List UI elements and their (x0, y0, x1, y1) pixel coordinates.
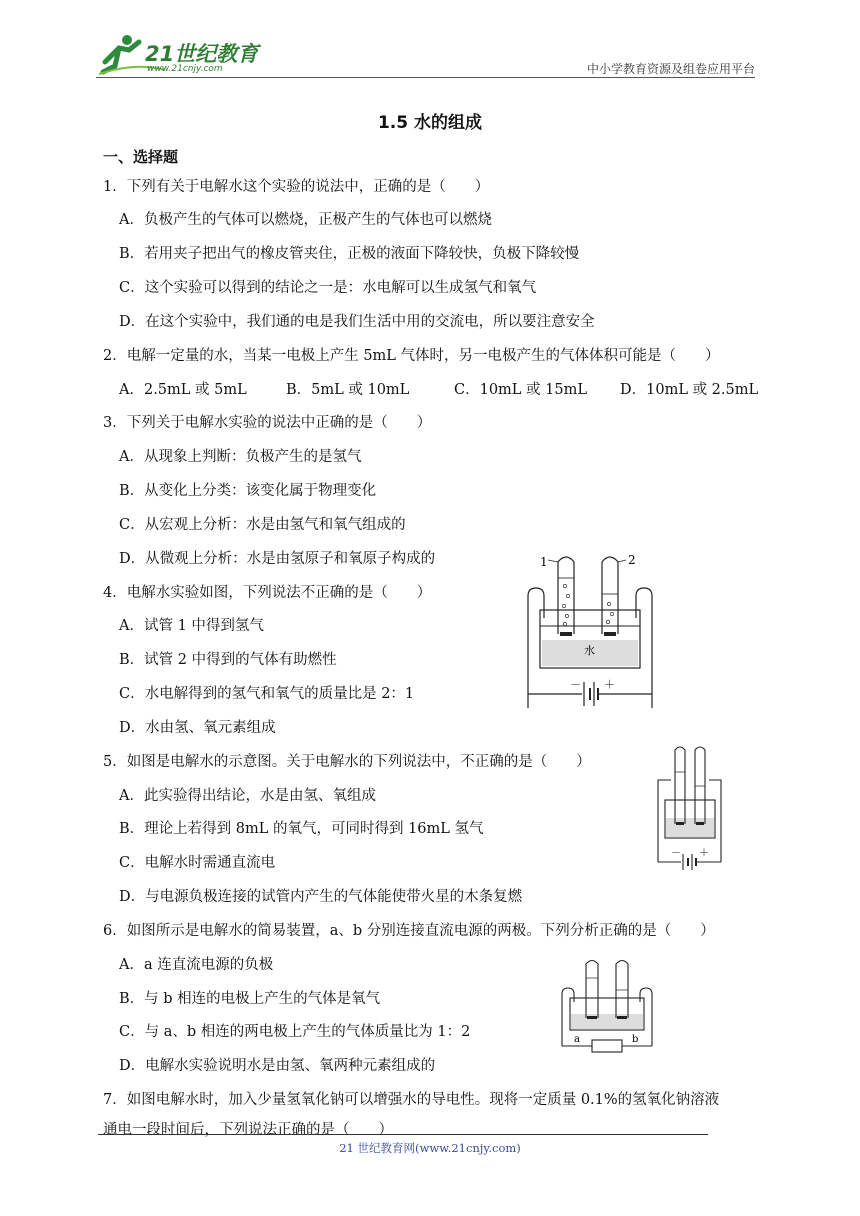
question-6-option-b: B．与 b 相连的电极上产生的气体是氧气 (119, 991, 381, 1007)
question-5-option-a: A．此实验得出结论，水是由氢、氧组成 (119, 788, 376, 804)
page-title: 1.5 水的组成 (377, 113, 483, 133)
question-3-option-d: D．从微观上分析：水是由氢原子和氧原子构成的 (119, 551, 436, 567)
question-4-option-c: C．水电解得到的氢气和氧气的质量比是 2：1 (119, 686, 415, 702)
tube-1-label: 1 (540, 555, 548, 569)
water-label: 水 (584, 644, 595, 657)
tube-2-label: 2 (628, 553, 636, 567)
question-7-stem-line-2: 通电一段时间后，下列说法正确的是（ ） (103, 1122, 393, 1138)
electrolysis-apparatus-figure-q6 (556, 958, 658, 1058)
question-1-stem: 1．下列有关于电解水这个实验的说法中，正确的是（ ） (103, 179, 490, 195)
question-2-stem: 2．电解一定量的水，当某一电极上产生 5mL 气体时，另一电极产生的气体体积可能是（ ） (103, 348, 720, 364)
negative-terminal-label: － (570, 678, 581, 691)
question-4-option-a: A．试管 1 中得到氢气 (119, 618, 264, 634)
logo-text: 21世纪教育 (145, 42, 259, 66)
question-1-option-d: D．在这个实验中，我们通的电是我们生活中用的交流电，所以要注意安全 (119, 314, 595, 330)
positive-terminal-label: ＋ (699, 848, 709, 859)
header-divider (96, 77, 755, 78)
question-4-option-b: B．试管 2 中得到的气体有助燃性 (119, 652, 337, 668)
question-4-option-d: D．水由氢、氧元素组成 (119, 720, 276, 736)
terminal-a-label: a (574, 1034, 580, 1045)
question-5-option-d: D．与电源负极连接的试管内产生的气体能使带火星的木条复燃 (119, 889, 523, 905)
question-4-stem: 4．电解水实验如图，下列说法不正确的是（ ） (103, 585, 432, 601)
terminal-b-label: b (632, 1034, 639, 1045)
question-3-option-c: C．从宏观上分析：水是由氢气和氧气组成的 (119, 517, 406, 533)
question-3-option-a: A．从现象上判断：负极产生的是氢气 (119, 449, 362, 465)
question-5-option-c: C．电解水时需通直流电 (119, 855, 276, 871)
site-logo (95, 32, 265, 78)
question-2-option-d: D．10mL 或 2.5mL (620, 382, 759, 398)
electrolysis-apparatus-figure-q4 (520, 548, 660, 710)
question-2-option-c: C．10mL 或 15mL (454, 382, 587, 398)
footer-divider (98, 1134, 708, 1135)
question-6-option-a: A．a 连直流电源的负极 (119, 957, 274, 973)
question-5-stem: 5．如图是电解水的示意图。关于电解水的下列说法中，不正确的是（ ） (103, 754, 591, 770)
question-3-stem: 3．下列关于电解水实验的说法中正确的是（ ） (103, 415, 432, 431)
negative-terminal-label: － (671, 848, 681, 859)
logo-url: www.21cnjy.com (147, 64, 223, 74)
question-3-option-b: B．从变化上分类：该变化属于物理变化 (119, 483, 377, 499)
question-6-option-d: D．电解水实验说明水是由氢、氧两种元素组成的 (119, 1058, 436, 1074)
question-7-stem-line-1: 7．如图电解水时，加入少量氢氧化钠可以增强水的导电性。现将一定质量 0.1%的氢氧化钠溶液 (103, 1092, 720, 1108)
section-heading: 一、选择题 (103, 148, 179, 166)
platform-name: 中小学教育资源及组卷应用平台 (586, 62, 755, 76)
question-6-stem: 6．如图所示是电解水的简易装置，a、b 分别连接直流电源的两极。下列分析正确的是（ ） (103, 923, 715, 939)
electrolysis-apparatus-figure-q5 (655, 744, 735, 874)
question-2-option-a: A．2.5mL 或 5mL (119, 382, 247, 398)
question-6-option-c: C．与 a、b 相连的两电极上产生的气体质量比为 1：2 (119, 1024, 471, 1040)
footer-text: 21 世纪教育网(www.21cnjy.com) (339, 1141, 521, 1155)
positive-terminal-label: ＋ (604, 678, 615, 691)
question-5-option-b: B．理论上若得到 8mL 的氧气，可同时得到 16mL 氢气 (119, 821, 484, 837)
question-1-option-c: C．这个实验可以得到的结论之一是：水电解可以生成氢气和氧气 (119, 280, 537, 296)
question-1-option-b: B．若用夹子把出气的橡皮管夹住，正极的液面下降较快，负极下降较慢 (119, 246, 580, 262)
question-1-option-a: A．负极产生的气体可以燃烧，正极产生的气体也可以燃烧 (119, 212, 492, 228)
question-2-option-b: B．5mL 或 10mL (286, 382, 410, 398)
